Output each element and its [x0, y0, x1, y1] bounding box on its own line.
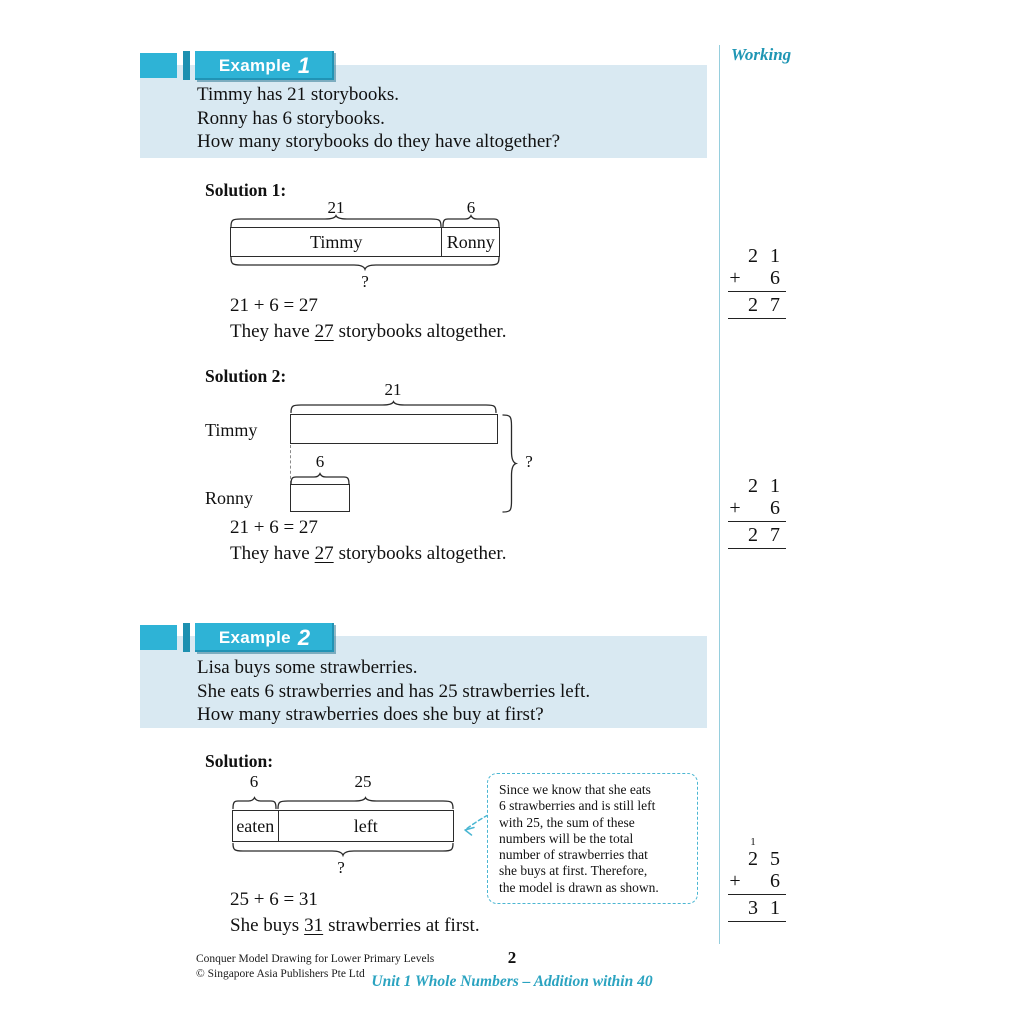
digit: 1 — [770, 475, 780, 497]
brace-21-top — [290, 401, 497, 413]
answer-prefix: She buys — [230, 915, 300, 936]
bar-cell-left: left — [278, 811, 453, 841]
column-addition-sum — [728, 836, 786, 922]
solution1-answer — [230, 321, 506, 343]
digit: 3 — [748, 897, 758, 919]
digit: 5 — [770, 848, 780, 870]
sum-rule-line — [728, 894, 786, 895]
digit: 1 — [770, 245, 780, 267]
solution2-timmy-bar — [290, 414, 498, 444]
example2-total-question: ? — [337, 858, 345, 877]
digit: 7 — [770, 294, 780, 316]
bubble-tail-arrow-icon — [461, 812, 489, 838]
example1-badge-separator — [183, 51, 190, 80]
explanation-bubble — [487, 773, 698, 904]
sum-rule-line — [728, 291, 786, 292]
bubble-line: with 25, the sum of these — [499, 814, 635, 830]
brace-25-top — [277, 797, 454, 809]
digit: 7 — [770, 524, 780, 546]
plus-sign: + — [729, 267, 741, 289]
sum-result-row — [728, 524, 786, 546]
sum-top-row — [728, 245, 786, 267]
solution2-value-21: 21 — [384, 380, 402, 399]
digit: 2 — [748, 524, 758, 546]
solution2-heading: Solution 2: — [205, 366, 287, 386]
digit: 6 — [770, 497, 780, 519]
example2-bar-model — [232, 810, 454, 842]
answer-value: 31 — [304, 915, 324, 936]
example2-left-tab — [140, 625, 177, 650]
solution1-total-question: ? — [361, 272, 369, 291]
sum-top-row — [728, 848, 786, 870]
answer-value: 27 — [314, 543, 334, 564]
brace-6-top — [232, 797, 277, 809]
sum-rule-line — [728, 521, 786, 522]
plus-sign: + — [729, 497, 741, 519]
brace-6-top — [442, 215, 500, 227]
bar-cell-eaten: eaten — [236, 815, 275, 836]
answer-prefix: They have — [230, 543, 310, 564]
sum-top-row — [728, 475, 786, 497]
working-column-header: Working — [731, 45, 792, 64]
sum-rule-line — [728, 318, 786, 319]
carry-digit — [742, 233, 764, 245]
footer-copyright: © Singapore Asia Publishers Pte Ltd — [196, 967, 365, 980]
bubble-line: she buys at first. Therefore, — [499, 863, 648, 879]
bar-cell-ronny: Ronny — [441, 228, 499, 256]
example1-badge-number: 1 — [297, 52, 311, 78]
example1-badge-label: Example — [218, 55, 291, 75]
digit: 2 — [748, 245, 758, 267]
solution1-value-6: 6 — [466, 198, 476, 217]
bubble-line: Since we know that she eats — [499, 782, 651, 797]
column-addition-sum — [728, 245, 786, 319]
carry-digit: 1 — [750, 836, 756, 848]
sum-result-row — [728, 897, 786, 919]
example1-left-tab — [140, 53, 177, 78]
bar-cell-timmy: Timmy — [310, 231, 363, 252]
footer-unit-title: Unit 1 Whole Numbers – Addition within 40 — [371, 973, 653, 990]
example2-solution-heading: Solution: — [205, 751, 274, 771]
digit: 6 — [770, 267, 780, 289]
digit: 1 — [770, 897, 780, 919]
brace-21-top — [230, 215, 442, 227]
example1-problem-line: Ronny has 6 storybooks. — [197, 107, 385, 129]
solution2-answer — [230, 543, 506, 565]
bubble-line: the model is drawn as shown. — [499, 879, 659, 895]
example2-badge-separator — [183, 623, 190, 652]
example2-badge — [195, 623, 334, 652]
solution2-row2-label: Ronny — [205, 488, 254, 508]
footer-book-title: Conquer Model Drawing for Lower Primary Levels — [196, 953, 435, 965]
brace-total-bottom — [230, 257, 500, 270]
bubble-line: number of strawberries that — [499, 847, 648, 863]
example2-badge-number: 2 — [297, 624, 311, 650]
example2-value-25: 25 — [354, 772, 372, 791]
example2-badge-label: Example — [218, 627, 291, 647]
sum-rule-line — [728, 548, 786, 549]
solution2-row1-label: Timmy — [205, 420, 258, 440]
answer-suffix: storybooks altogether. — [338, 543, 507, 564]
column-addition-sum — [728, 475, 786, 549]
solution2-total-question: ? — [525, 452, 533, 471]
answer-prefix: They have — [230, 321, 310, 342]
solution2-value-6: 6 — [315, 452, 325, 471]
digit: 2 — [748, 475, 758, 497]
answer-value: 27 — [314, 321, 334, 342]
sum-addend-row — [728, 497, 786, 519]
example2-answer — [230, 915, 480, 937]
brace-total-bottom — [232, 843, 454, 856]
solution1-heading: Solution 1: — [205, 180, 287, 200]
bubble-line: numbers will be the total — [499, 830, 634, 846]
solution2-equation: 21 + 6 = 27 — [230, 517, 318, 538]
example1-problem-line: Timmy has 21 storybooks. — [197, 84, 399, 105]
example1-problem-line: How many storybooks do they have altogether? — [197, 131, 561, 152]
example2-value-6: 6 — [249, 772, 259, 791]
solution1-value-21: 21 — [327, 198, 345, 217]
page-number: 2 — [507, 948, 517, 967]
example1-badge — [195, 51, 334, 80]
carry-digit — [742, 463, 764, 475]
plus-sign: + — [729, 870, 741, 892]
sum-result-row — [728, 294, 786, 316]
bubble-line: 6 strawberries and is still left — [499, 798, 656, 814]
digit: 2 — [748, 848, 758, 870]
answer-suffix: strawberries at first. — [328, 915, 480, 936]
digit: 2 — [748, 294, 758, 316]
example2-problem-line: How many strawberries does she buy at first? — [197, 704, 544, 725]
sum-addend-row — [728, 870, 786, 892]
example2-equation: 25 + 6 = 31 — [230, 889, 318, 910]
digit: 6 — [770, 870, 780, 892]
answer-suffix: storybooks altogether. — [338, 321, 507, 342]
brace-total-right — [502, 414, 517, 513]
solution1-equation: 21 + 6 = 27 — [230, 295, 318, 316]
sum-addend-row — [728, 267, 786, 289]
example2-problem-line: Lisa buys some strawberries. — [197, 657, 418, 678]
solution2-ronny-bar — [290, 484, 350, 512]
solution1-bar-model — [230, 227, 500, 257]
example2-problem-line: She eats 6 strawberries and has 25 strawberries left. — [197, 680, 591, 702]
sum-rule-line — [728, 921, 786, 922]
working-column-divider — [719, 45, 720, 944]
